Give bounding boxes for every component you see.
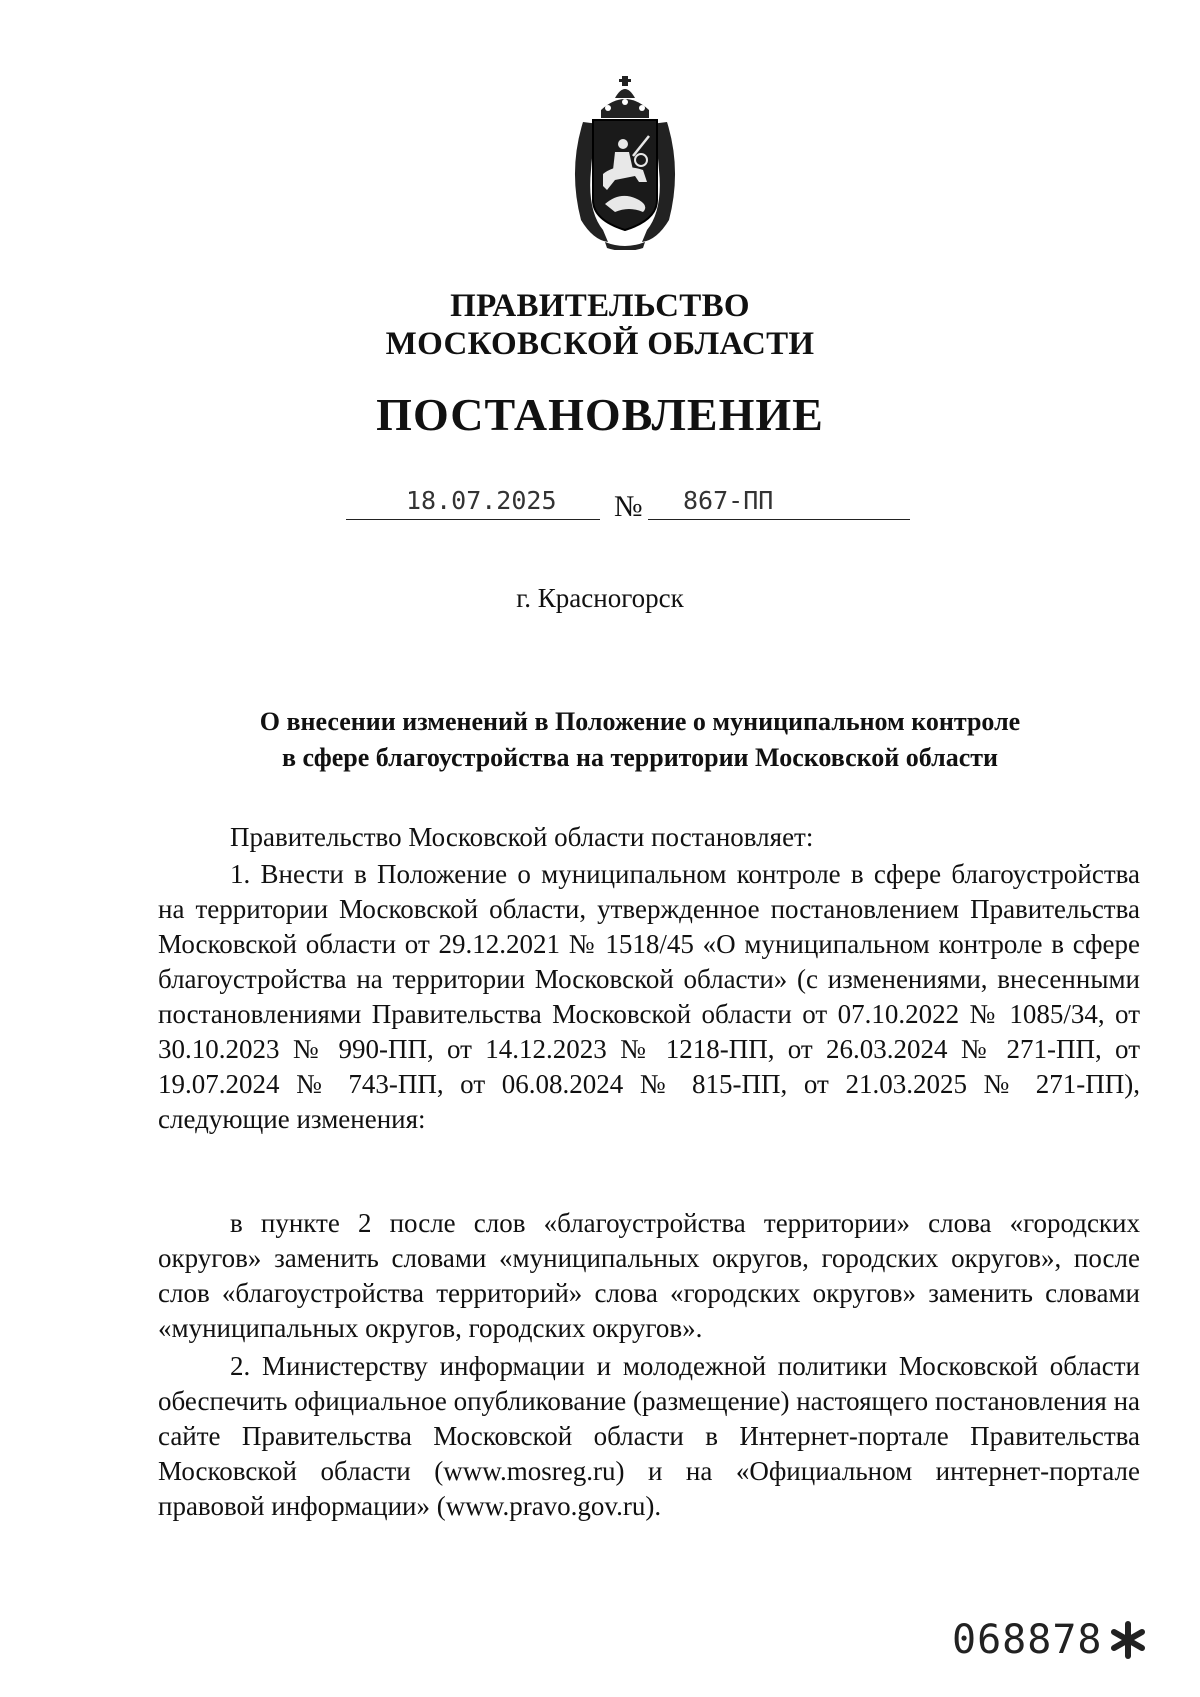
- coat-of-arms-emblem: [563, 70, 687, 250]
- organization-name-line1: ПРАВИТЕЛЬСТВО: [450, 288, 750, 324]
- number-underline: [648, 519, 910, 520]
- clause-1-text: 1. Внести в Положение о муниципальном контроле в сфере благоустройства на территории Московской области, утвержденное постановлением Правительства Московской области от 29.12.2021 № 1518/45 «О муниципальном контроле в сфере благоустройства на территории Московской области» (с изменениями, внесенными постановлениями Правительства Московской области от 07.10.2022 № 1085/34, от 30.10.2023 № 990-ПП, от 14.12.2023 № 1218-ПП, от 26.03.2024 № 271-ПП, от 19.07.2024 № 743-ПП, от 06.08.2024 № 815-ПП, от 21.03.2025 № 271-ПП), следующие изменения:: [158, 859, 1140, 1134]
- document-title-line1: О внесении изменений в Положение о муниципальном контроле: [259, 707, 1021, 736]
- clause-2-text: 2. Министерству информации и молодежной политики Московской области обеспечить официальное опубликование (размещение) настоящего постановления на сайте Правительства Московской области в Интернет-портале Правительства Московской области (www.mosreg.ru) и на «Официальном интернет-портале правовой информации» (www.pravo.gov.ru).: [158, 1351, 1140, 1521]
- serial-number: 068878: [952, 1617, 1103, 1663]
- document-title-line2: в сфере благоустройства на территории Московской области: [281, 743, 998, 772]
- date-underline: [346, 519, 600, 520]
- number-sign: №: [614, 490, 643, 523]
- document-city: г. Красногорск: [516, 583, 684, 613]
- organization-name-line2: МОСКОВСКОЙ ОБЛАСТИ: [385, 326, 815, 362]
- document-type-heading: ПОСТАНОВЛЕНИЕ: [376, 389, 824, 440]
- document-date: 18.07.2025: [406, 486, 557, 515]
- amendment-text: в пункте 2 после слов «благоустройства территории» слова «городских округов» заменить словами «муниципальных округов, городских округов», после слов «благоустройства территорий» слова «городских округов» заменить словами «муниципальных округов, городских округов».: [158, 1208, 1140, 1343]
- asterisk-mark-icon: [1108, 1620, 1148, 1660]
- preamble-text: Правительство Московской области постановляет:: [230, 822, 814, 852]
- document-number: 867-ПП: [683, 486, 774, 515]
